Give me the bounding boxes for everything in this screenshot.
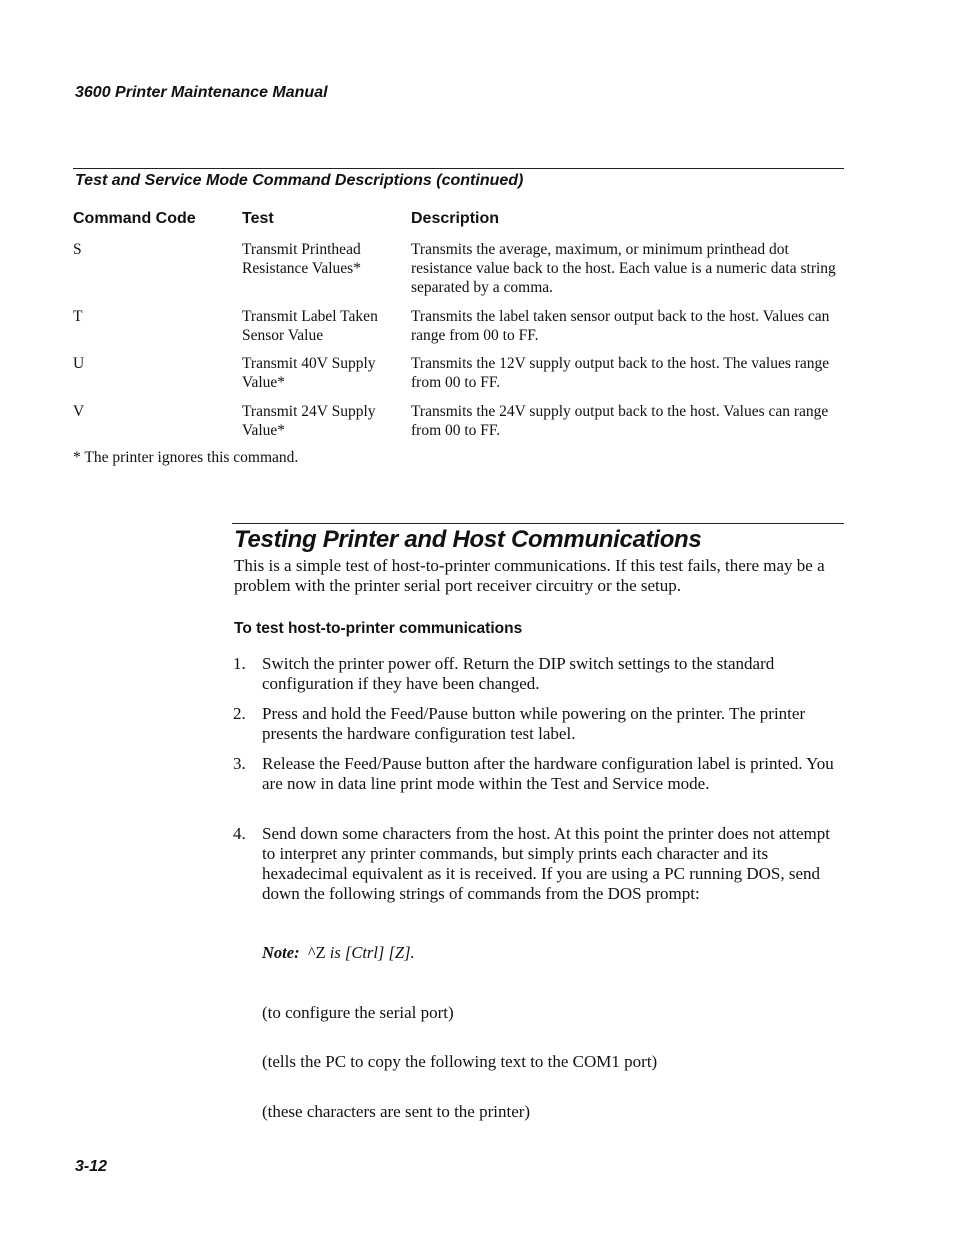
column-header-description: Description — [411, 210, 500, 227]
table-top-rule — [73, 168, 844, 169]
step-text: Switch the printer power off. Return the DIP switch settings to the standard configuration if they have been changed. — [262, 654, 775, 693]
table-row-u-code: U — [73, 355, 85, 372]
table-row-t-test: Transmit Label Taken Sensor Value — [242, 308, 378, 344]
table-row-s-description: Transmits the average, maximum, or minimum printhead dot resistance value back to the host. Each value is a numeric data string separated by a comma. — [411, 241, 836, 296]
table-row-s-code: S — [73, 241, 82, 258]
step-text: Release the Feed/Pause button after the hardware configuration label is printed. You are now in data line print mode within the Test and Service mode. — [262, 754, 834, 793]
table-row-v-description: Transmits the 24V supply output back to the host. Values can range from 00 to FF. — [411, 403, 829, 439]
command-comment: (tells the PC to copy the following text to the COM1 port) — [262, 1052, 658, 1071]
table-row-v-code: V — [73, 403, 85, 420]
table-row-u-description: Transmits the 12V supply output back to the host. The values range from 00 to FF. — [411, 355, 830, 391]
procedure-title: To test host-to-printer communications — [234, 620, 523, 637]
section-rule — [232, 523, 844, 524]
section-intro: This is a simple test of host-to-printer communications. If this test fails, there may be a problem with the printer serial port receiver circuitry or the setup. — [234, 556, 825, 595]
step-number: 4. — [233, 824, 246, 843]
table-row-t-code: T — [73, 308, 83, 325]
section-title: Testing Printer and Host Communications — [234, 526, 702, 553]
step-text: Send down some characters from the host. At this point the printer does not attempt to interpret any printer commands, but simply prints each character and its hexadecimal equivalent as it is received. If you are using a PC running DOS, send down the following strings of commands from the DOS prompt: — [262, 824, 830, 903]
note-label: Note: — [262, 943, 300, 962]
step-text: Press and hold the Feed/Pause button while powering on the printer. The printer presents the hardware configuration test label. — [262, 704, 806, 743]
table-row-s-test: Transmit Printhead Resistance Values* — [242, 241, 361, 277]
table-row-v-test: Transmit 24V Supply Value* — [242, 403, 376, 439]
note-text: is [Ctrl] [Z]. — [329, 943, 415, 962]
note-symbol: ^Z — [307, 943, 326, 962]
column-header-test: Test — [242, 210, 274, 227]
note — [262, 943, 415, 963]
table-title: Test and Service Mode Command Descriptions (continued) — [75, 172, 524, 189]
page-number: 3-12 — [75, 1158, 108, 1175]
command-comment: (these characters are sent to the printer) — [262, 1102, 531, 1121]
table-row-t-description: Transmits the label taken sensor output back to the host. Values can range from 00 to FF. — [411, 308, 830, 344]
column-header-command-code: Command Code — [73, 210, 196, 227]
step-number: 1. — [233, 654, 246, 673]
running-header: 3600 Printer Maintenance Manual — [75, 84, 328, 101]
step-number: 2. — [233, 704, 246, 723]
table-row-u-test: Transmit 40V Supply Value* — [242, 355, 376, 391]
step-number: 3. — [233, 754, 246, 773]
command-comment: (to configure the serial port) — [262, 1003, 454, 1022]
table-footnote: * The printer ignores this command. — [73, 449, 299, 466]
